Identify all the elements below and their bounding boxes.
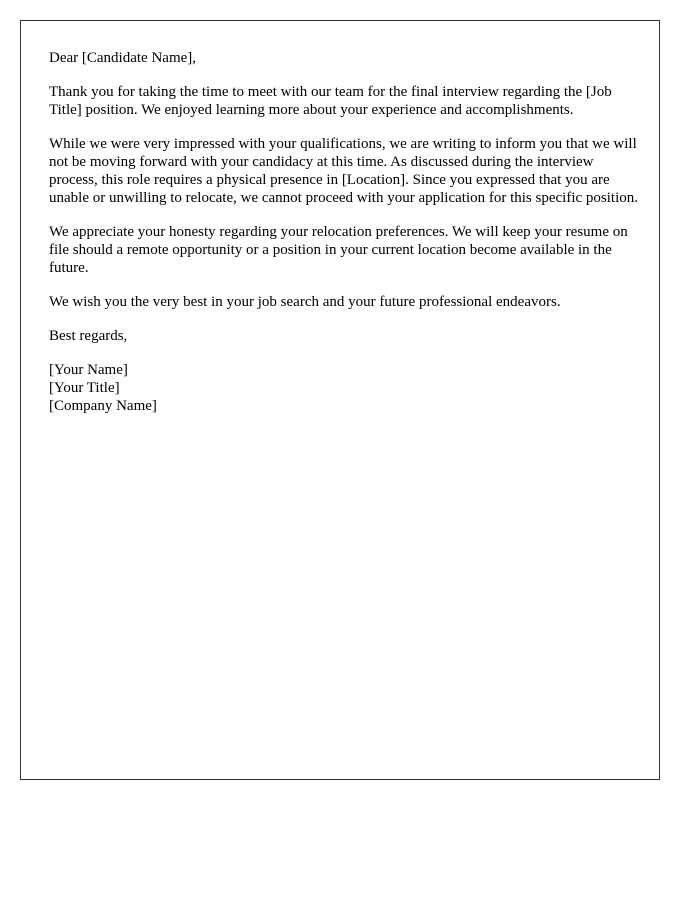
signature-title: [Your Title] [49,380,120,396]
paragraph-decision: While we were very impressed with your qualifications, we are writing to inform you that we will not be moving forward with your candidacy at this time. As discussed during the interview process, this role requires a physical presence in [Location]. Since you expressed that you are unable or unwilling to relocate, we cannot proceed with your application for this specific position. [49,136,638,206]
paragraph-thank-you: Thank you for taking the time to meet with our team for the final interview regarding the [Job Title] position. We enjoyed learning more about your experience and accomplishments. [49,84,612,118]
letter-body [49,49,639,415]
paragraph-well-wishes: We wish you the very best in your job search and your future professional endeavors. [49,294,561,310]
closing: Best regards, [49,328,128,344]
signature-name: [Your Name] [49,362,128,378]
letter-page [20,20,660,780]
signature-company: [Company Name] [49,398,157,414]
paragraph-relocation: We appreciate your honesty regarding your relocation preferences. We will keep your resume on file should a remote opportunity or a position in your current location become available in the future. [49,224,628,276]
greeting: Dear [Candidate Name], [49,50,197,66]
signature-block [49,361,639,415]
